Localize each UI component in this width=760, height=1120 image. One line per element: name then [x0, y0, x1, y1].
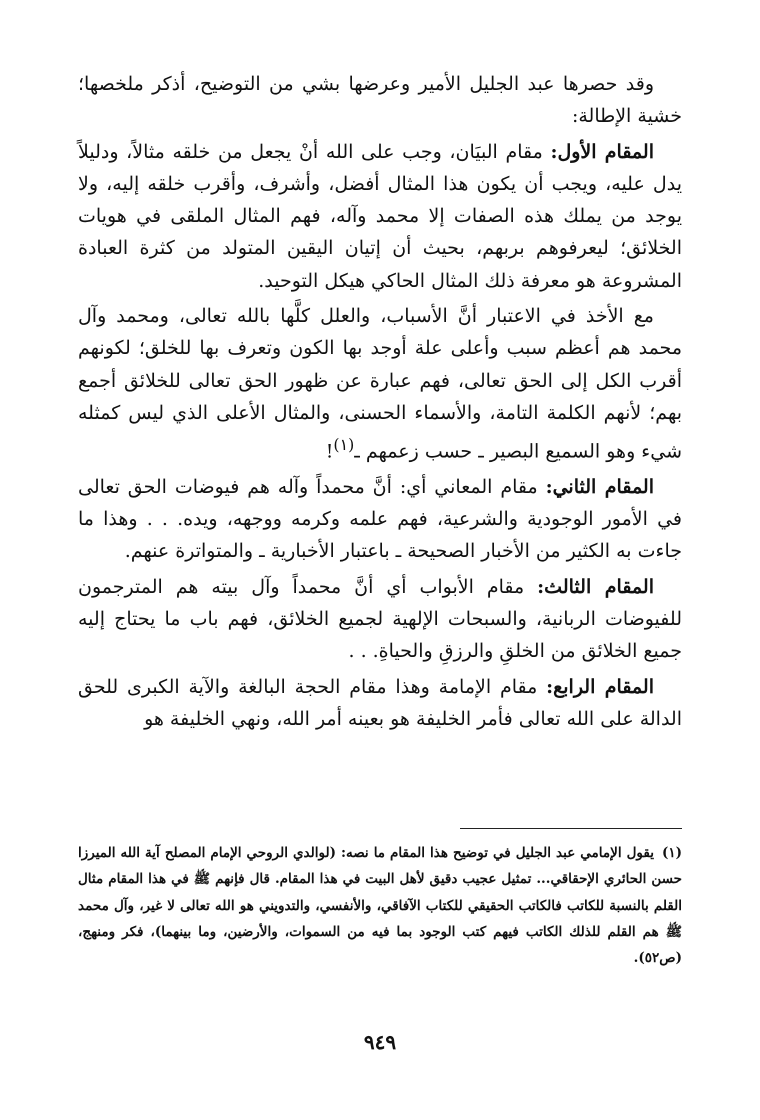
paragraph-causes [78, 300, 682, 468]
footnote-text: يقول الإمامي عبد الجليل في توضيح هذا المقام ما نصه: (لوالدي الروحي الإمام المصلح آية الله الميرزا حسن الحائري الإحقاقي... تمثيل عجيب دقيق لأهل البيت في هذا المقام. قال فإنهم ﷺ في هذا المقام مثال القلم بالنسبة للكاتب فالكاتب الحقيقي للكتاب الآفاقي، والأنفسي، والتدويني هو الله تعالى لا غير، وآل محمد ﷺ هم القلم للذلك الكاتب فيهم كتب الوجود بما فيه من السموات، والأرضين، وما بينهما)، فكر ومنهج، (ص٥٢). [78, 845, 682, 967]
station-3-text: مقام الأبواب أي أنَّ محمداً وآل بيته هم المترجمون للفيوضات الربانية، والسبحات الإلهية لجميع الخلائق، فهم باب ما يحتاج إليه جميع الخلائق من الخلقِ والرزقِ والحياةِ. . . [78, 575, 682, 663]
paragraph-intro-text: وقد حصرها عبد الجليل الأمير وعرضها بشي من التوضيح، أذكر ملخصها؛ خشية الإطالة: [78, 73, 682, 128]
station-4-text: مقام الإمامة وهذا مقام الحجة البالغة والآية الكبرى للحق الدالة على الله تعالى فأمر الخليفة هو بعينه أمر الله، ونهي الخليفة هو [78, 675, 682, 730]
footnote-number: (١) [661, 845, 682, 861]
page-number: ٩٤٩ [363, 1030, 397, 1054]
causes-text: مع الأخذ في الاعتبار أنَّ الأسباب، والعلل كلَّها بالله تعالى، ومحمد وآل محمد هم أعظم سبب وأعلى علة أوجد بها الكون وتعرف بها للخلق؛ لكونهم أقرب الكل إلى الحق تعالى، فهم عبارة عن ظهور الحق تعالى للخلائق أجمع بهم؛ لأنهم الكلمة التامة، والأسماء الحسنى، والمثال الأعلى الذي ليس كمثله شيء وهو السميع البصير ـ حسب زعمهم ـ [78, 305, 682, 463]
paragraph-intro [78, 68, 682, 133]
footnote-divider [460, 828, 682, 829]
station-4-heading: المقام الرابع: [546, 675, 654, 698]
paragraph-station-4 [78, 671, 682, 736]
station-1-text: مقام البيَان، وجب على الله أنْ يجعل من خلقه مثالاً، ودليلاً يدل عليه، ويجب أن يكون هذا المثال أفضل، وأشرف، وأقرب خلقه إليه، ولا يوجد من يملك هذه الصفات إلا محمد وآله، فهم المثال الملقى في هويات الخلائق؛ ليعرفوهم بربهم، بحيث أن إتيان اليقين المتولد من كثرة العبادة المشروعة هو معرفة ذلك المثال الحاكي هيكل التوحيد. [78, 140, 682, 292]
footnote [78, 840, 682, 971]
station-1-heading: المقام الأول: [550, 140, 654, 163]
causes-end-mark: ! [325, 440, 334, 463]
station-2-text: مقام المعاني أي: أنَّ محمداً وآله هم فيوضات الحق تعالى في الأمور الوجودية والشرعية، فهم علمه وكرمه ووجهه، ويده. . . وهذا ما جاءت به الكثير من الأخبار الصحيحة ـ باعتبار الأخبارية ـ والمتواترة عنهم. [78, 475, 682, 563]
station-3-heading: المقام الثالث: [537, 575, 654, 598]
footnote-reference[interactable]: (١) [333, 435, 355, 455]
paragraph-station-3 [78, 571, 682, 668]
station-2-heading: المقام الثاني: [545, 475, 655, 498]
paragraph-station-2 [78, 471, 682, 568]
main-text [78, 68, 682, 738]
paragraph-station-1 [78, 136, 682, 297]
